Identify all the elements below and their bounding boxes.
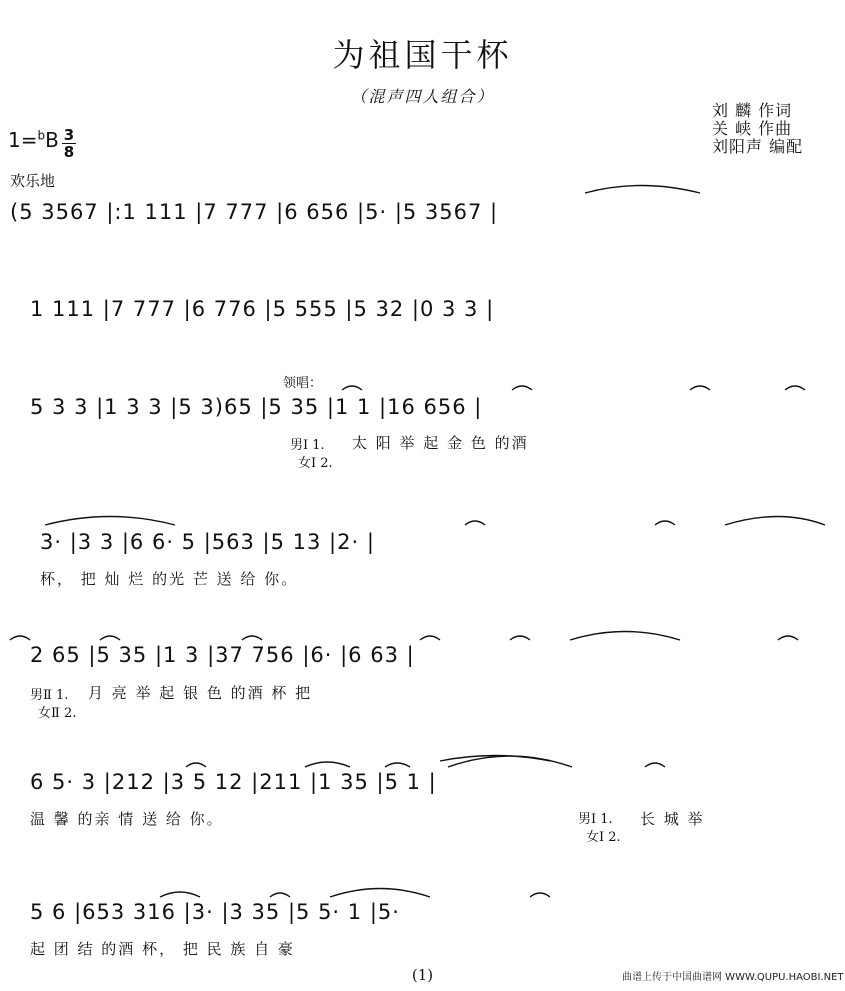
slur bbox=[160, 892, 200, 897]
key-prefix: 1= bbox=[8, 128, 38, 152]
slur bbox=[330, 889, 430, 898]
flat-sign: b bbox=[37, 128, 46, 143]
system-6-notes: 6 5· 3 |212 |3 5 12 |211 |1 35 |5 1 | bbox=[30, 770, 437, 794]
system-5-notes: 2 65 |5 35 |1 3 |37 756 |6· |6 63 | bbox=[30, 643, 415, 667]
system-3-notes: 5 3 3 |1 3 3 |5 3)65 |5 35 |1 1 |16 656 | bbox=[30, 395, 483, 419]
slur bbox=[585, 186, 700, 194]
voice-label-male-1: 男Ⅰ 1. bbox=[290, 438, 325, 453]
system-6-lyrics-b: 长 城 举 bbox=[640, 810, 705, 828]
slur bbox=[186, 763, 206, 767]
subtitle: （混声四人组合） bbox=[350, 87, 495, 106]
system-5-lyrics: 月 亮 举 起 银 色 的酒 杯 把 bbox=[88, 684, 313, 702]
credit-lyricist: 刘 麟 作词 bbox=[712, 101, 793, 120]
tempo-marking: 欢乐地 bbox=[10, 172, 56, 190]
system-7-lyrics: 起 团 结 的酒 杯， 把 民 族 自 豪 bbox=[30, 940, 295, 958]
slur bbox=[100, 636, 120, 640]
slur bbox=[785, 386, 805, 390]
slur bbox=[305, 762, 350, 767]
page-title: 为祖国干杯 bbox=[332, 36, 513, 74]
system-6-lyrics-a: 温 馨 的亲 情 送 给 你。 bbox=[30, 810, 224, 828]
time-bottom: 8 bbox=[63, 143, 75, 161]
slur bbox=[530, 893, 550, 897]
slur bbox=[385, 763, 410, 767]
slur bbox=[270, 893, 290, 897]
slur bbox=[655, 521, 675, 525]
voice-label-female-1b: 女Ⅰ 2. bbox=[586, 830, 621, 845]
key-note: B bbox=[45, 128, 59, 152]
system-2-notes: 1 111 |7 777 |6 776 |5 555 |5 32 |0 3 3 | bbox=[30, 297, 495, 321]
slur bbox=[242, 636, 262, 640]
page-number: (1) bbox=[411, 966, 434, 984]
slur bbox=[690, 386, 710, 390]
slur bbox=[465, 521, 485, 525]
watermark: 曲谱上传于中国曲谱网 WWW.QUPU.HAOBI.NET bbox=[622, 972, 844, 983]
system-3-lyrics: 太 阳 举 起 金 色 的酒 bbox=[352, 434, 529, 452]
slur bbox=[645, 763, 665, 767]
slur bbox=[725, 517, 825, 526]
slur bbox=[420, 636, 440, 640]
lead-vocal-label: 领唱： bbox=[283, 376, 323, 391]
voice-label-male-1b: 男Ⅰ 1. bbox=[578, 812, 613, 827]
system-4-notes: 3· |3 3 |6 6· 5 |563 |5 13 |2· | bbox=[40, 530, 375, 554]
credit-arranger: 刘阳声 编配 bbox=[712, 137, 804, 156]
slur bbox=[10, 636, 30, 640]
time-top: 3 bbox=[63, 126, 75, 144]
credit-composer: 关 峡 作曲 bbox=[712, 119, 793, 138]
system-4-lyrics: 杯， 把 灿 烂 的光 芒 送 给 你。 bbox=[40, 570, 299, 588]
slur bbox=[778, 636, 798, 640]
voice-label-female-2: 女Ⅱ 2. bbox=[38, 706, 77, 721]
slur bbox=[512, 386, 532, 390]
slur bbox=[45, 517, 175, 526]
system-7-notes: 5 6 |653 316 |3· |3 35 |5 5· 1 |5· bbox=[30, 900, 400, 924]
voice-label-male-2: 男Ⅱ 1. bbox=[30, 688, 69, 703]
slur bbox=[342, 386, 362, 390]
voice-label-female-1: 女Ⅰ 2. bbox=[298, 456, 333, 471]
system-1-notes: (5 3567 |:1 111 |7 777 |6 656 |5· |5 3567 | bbox=[10, 200, 499, 224]
slur bbox=[570, 632, 680, 641]
slur bbox=[510, 636, 530, 640]
